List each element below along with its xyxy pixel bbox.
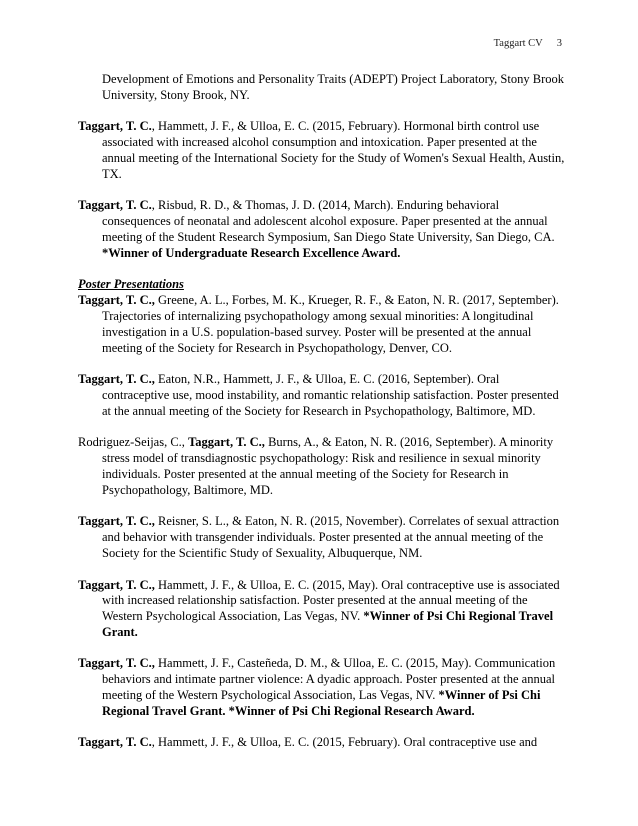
author-bold: Taggart, T. C. [78,119,152,134]
citation-text: Hammett, J. F., & Ulloa, E. C. (2015, May). Oral contraceptive use is associated with increased relationship satisfaction. Poster presented at the annual meeting of the Western Psychological Association, Las Vegas, NV. [102,577,560,624]
author-bold: Taggart, T. C., [78,293,155,308]
coauthor-text: Rodriguez-Seijas, C., [78,435,189,450]
poster-entry [78,435,566,498]
author-bold: Taggart, T. C., [78,577,155,592]
citation-text: Reisner, S. L., & Eaton, N. R. (2015, November). Correlates of sexual attraction and behavior with transgender individuals. Poster presented at the annual meeting of the Society for the Scientific Study of Sexuality, Albuquerque, NM. [102,514,560,560]
continuation-text: Development of Emotions and Personality Traits (ADEPT) Project Laboratory, Stony Brook University, Stony Brook, NY. [102,72,564,102]
header-name: Taggart CV [493,38,543,49]
poster-entry [78,293,566,356]
citation-text: , Risbud, R. D., & Thomas, J. D. (2014, March). Enduring behavioral consequences of neonatal and adolescent alcohol exposure. Paper presented at the annual meeting of the Student Research Symposium, San Diego State University, San Diego, CA. [102,198,555,244]
page-header [494,38,562,49]
paper-entry [78,119,566,182]
poster-entry [78,372,566,419]
poster-entry [78,656,566,719]
poster-entry [78,514,566,561]
citation-text: Eaton, N.R., Hammett, J. F., & Ulloa, E. C. (2016, September). Oral contraceptive use, mood instability, and romantic relationship satisfaction. Poster presented at the annual meeting of the Society for Research in Psychopathology, Baltimore, MD. [102,372,559,418]
page-number: 3 [556,38,562,49]
citation-text: Hammett, J. F., Casteñeda, D. M., & Ulloa, E. C. (2015, May). Communication behaviors and intimate partner violence: A dyadic approach. Poster presented at the annual meeting of the Western Psychological Association, Las Vegas, NV. [102,656,556,703]
author-bold: Taggart, T. C., [188,435,265,450]
author-bold: Taggart, T. C., [78,372,155,387]
author-bold: Taggart, T. C. [78,198,152,213]
cv-content [78,72,566,767]
author-bold: Taggart, T. C., [78,656,155,671]
citation-text: Greene, A. L., Forbes, M. K., Krueger, R. F., & Eaton, N. R. (2017, September). Trajectories of internalizing psychopathology among sexual minorities: A longitudinal investigation in a U.S. population-based survey. Poster will be presented at the annual meeting of the Society for Research in Psychopathology, Denver, CO. [102,293,559,355]
citation-text: , Hammett, J. F., & Ulloa, E. C. (2015, February). Oral contraceptive use and [151,735,538,750]
poster-entry [78,578,566,641]
award-text: *Winner of Psi Chi Regional Travel Grant. *Winner of Psi Chi Regional Research Award. [102,688,541,718]
citation-text: Burns, A., & Eaton, N. R. (2016, September). A minority stress model of transdiagnostic psychopathology: Risk and resilience in sexual minority individuals. Poster presented at the annual meeting of the Society for Research in Psychopathology, Baltimore, MD. [102,435,554,497]
author-bold: Taggart, T. C. [78,735,152,750]
author-bold: Taggart, T. C., [78,514,155,529]
award-text: *Winner of Psi Chi Regional Travel Grant. [102,609,554,639]
paper-entry [78,198,566,261]
award-text: *Winner of Undergraduate Research Excellence Award. [102,245,401,260]
section-heading-posters: Poster Presentations [78,277,184,292]
poster-entry [78,735,566,751]
citation-text: , Hammett, J. F., & Ulloa, E. C. (2015, February). Hormonal birth control use associated with increased alcohol consumption and intoxication. Paper presented at the annual meeting of the International Society for the Study of Women's Sexual Health, Austin, TX. [102,119,565,181]
